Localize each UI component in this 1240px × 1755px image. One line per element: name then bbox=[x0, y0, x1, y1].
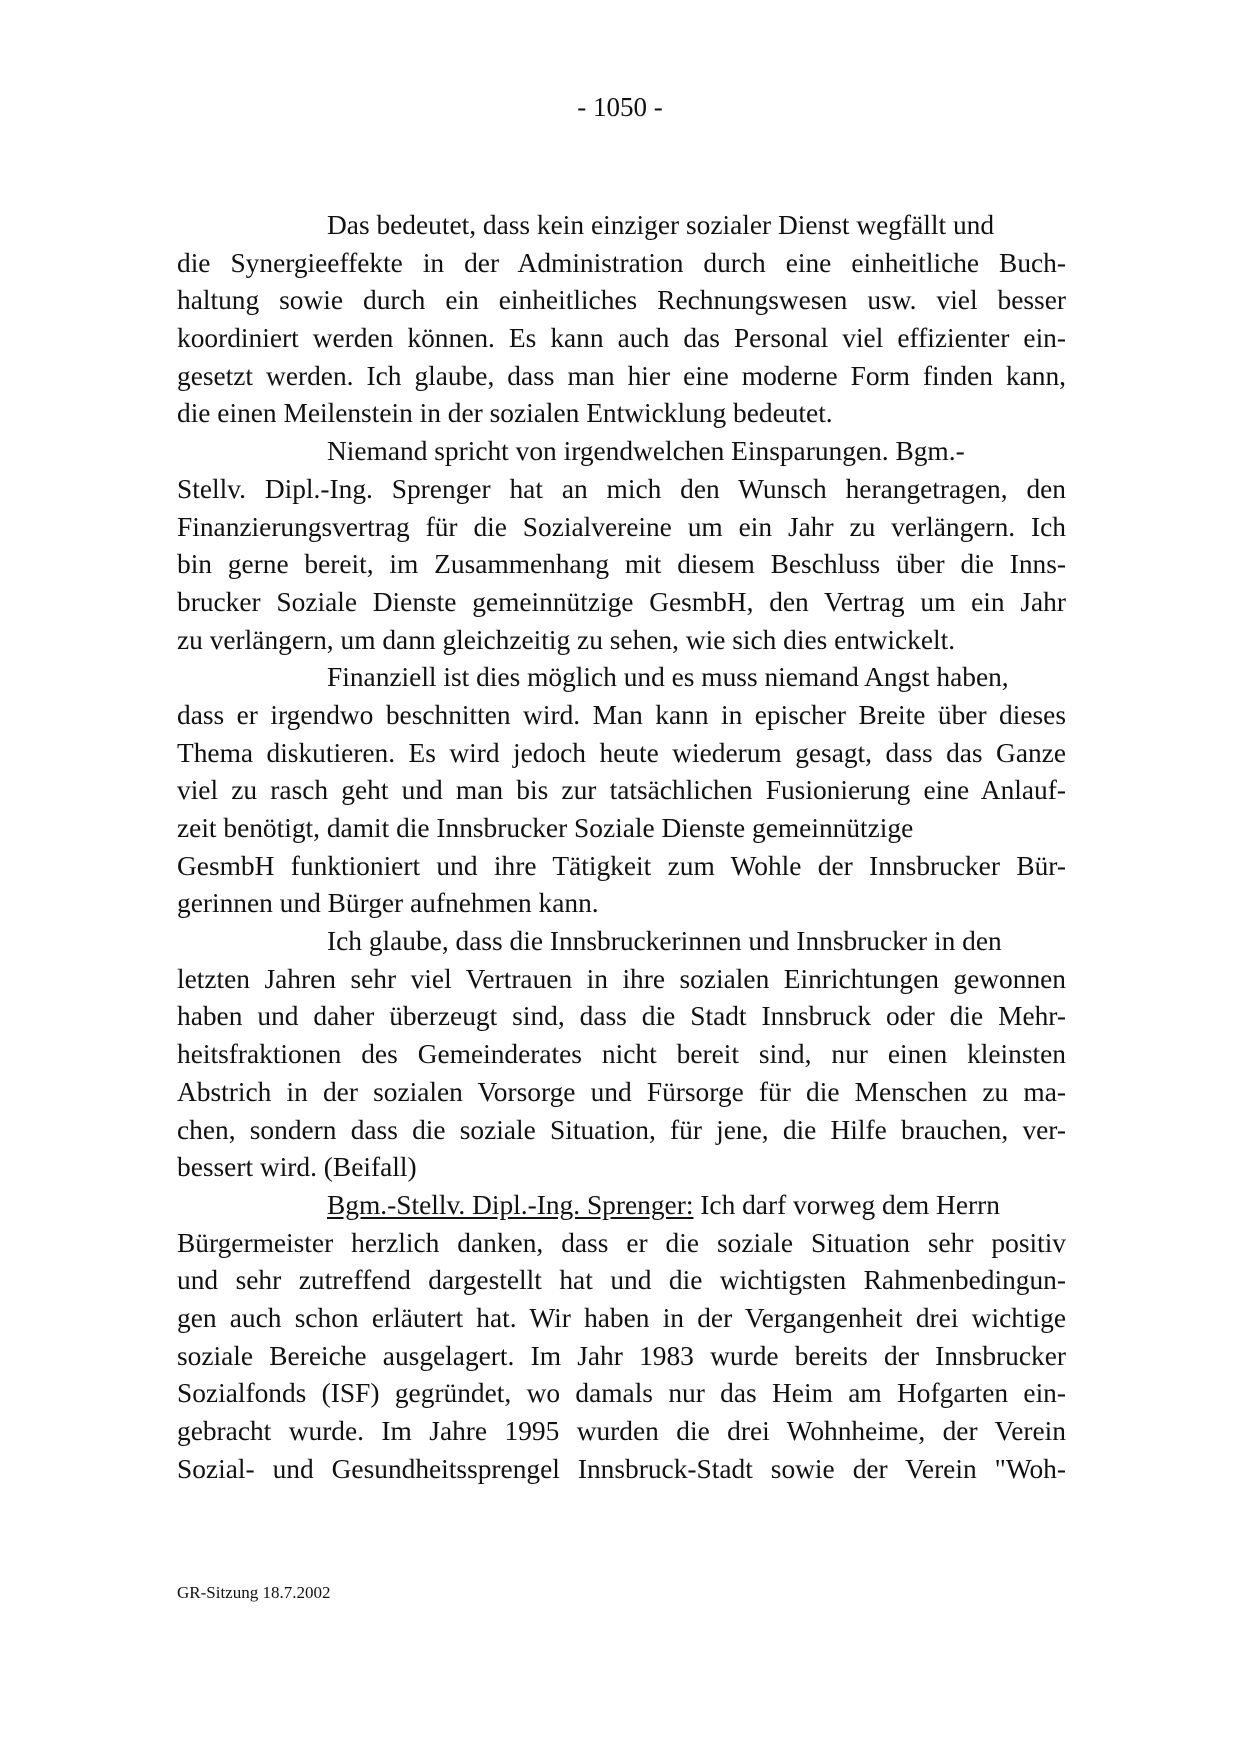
text-line: gen auch schon erläutert hat. Wir haben in der Vergangenheit drei wichtige bbox=[177, 1302, 1066, 1333]
document-body bbox=[177, 207, 1066, 1488]
text-line: haltung sowie durch ein einheitliches Rechnungswesen usw. viel besser bbox=[177, 285, 1066, 316]
page-number: - 1050 - bbox=[577, 92, 663, 122]
text-line: koordiniert werden können. Es kann auch das Personal viel effizienter ein- bbox=[177, 323, 1066, 354]
text-line: Stellv. Dipl.-Ing. Sprenger hat an mich den Wunsch herangetragen, den bbox=[177, 473, 1066, 504]
text-line: chen, sondern dass die soziale Situation, für jene, die Hilfe brauchen, ver- bbox=[177, 1114, 1066, 1145]
text-line: die Synergieeffekte in der Administration durch eine einheitliche Buch- bbox=[177, 247, 1066, 278]
text-line: zeit benötigt, damit die Innsbrucker Soziale Dienste gemeinnützige bbox=[177, 813, 914, 843]
text-line: soziale Bereiche ausgelagert. Im Jahr 1983 wurde bereits der Innsbrucker bbox=[177, 1340, 1066, 1371]
text-line: Finanzierungsvertrag für die Sozialvereine um ein Jahr zu verlängern. Ich bbox=[177, 511, 1066, 542]
text-line: Abstrich in der sozialen Vorsorge und Fürsorge für die Menschen zu ma- bbox=[177, 1076, 1066, 1107]
speaker-line bbox=[177, 1187, 1066, 1225]
text-line: gerinnen und Bürger aufnehmen kann. bbox=[177, 888, 599, 919]
text-line: brucker Soziale Dienste gemeinnützige GesmbH, den Vertrag um ein Jahr bbox=[177, 586, 1066, 617]
text-line: heitsfraktionen des Gemeinderates nicht bereit sind, nur einen kleinsten bbox=[177, 1039, 1066, 1070]
text-line: Finanziell ist dies möglich und es muss niemand Angst haben, bbox=[327, 662, 1009, 693]
text-line: GesmbH funktioniert und ihre Tätigkeit zum Wohle der Innsbrucker Bür- bbox=[177, 850, 1066, 881]
text-line: Sozialfonds (ISF) gegründet, wo damals nur das Heim am Hofgarten ein- bbox=[177, 1378, 1066, 1409]
text-line: bessert wird. (Beifall) bbox=[177, 1152, 417, 1183]
text-line: gesetzt werden. Ich glaube, dass man hier eine moderne Form finden kann, bbox=[177, 360, 1066, 391]
speaker-line-text: Ich darf vorweg dem Herrn bbox=[693, 1189, 1000, 1220]
text-line: gebracht wurde. Im Jahre 1995 wurden die drei Wohnheime, der Verein bbox=[177, 1416, 1066, 1446]
text-line: und sehr zutreffend dargestellt hat und die wichtigsten Rahmenbedingun- bbox=[177, 1265, 1066, 1296]
text-line: letzten Jahren sehr viel Vertrauen in ihre sozialen Einrichtungen gewonnen bbox=[177, 963, 1066, 994]
text-line: Ich glaube, dass die Innsbruckerinnen und Innsbrucker in den bbox=[327, 926, 1002, 957]
footer-session-date: GR-Sitzung 18.7.2002 bbox=[177, 1583, 331, 1602]
text-line: Thema diskutieren. Es wird jedoch heute wiederum gesagt, dass das Ganze bbox=[177, 737, 1066, 768]
text-line: Sozial- und Gesundheitssprengel Innsbruck-Stadt sowie der Verein "Woh- bbox=[177, 1453, 1066, 1484]
speaker-name: Bgm.-Stellv. Dipl.-Ing. Sprenger: bbox=[327, 1189, 694, 1220]
text-line: Das bedeutet, dass kein einziger sozialer Dienst wegfällt und bbox=[327, 210, 995, 240]
text-line: haben und daher überzeugt sind, dass die Stadt Innsbruck oder die Mehr- bbox=[177, 1001, 1066, 1032]
text-line: viel zu rasch geht und man bis zur tatsächlichen Fusionierung eine Anlauf- bbox=[177, 775, 1066, 806]
text-line: Niemand spricht von irgendwelchen Einsparungen. Bgm.- bbox=[327, 436, 965, 467]
text-line: die einen Meilenstein in der sozialen Entwicklung bedeutet. bbox=[177, 398, 833, 429]
text-line: Bürgermeister herzlich danken, dass er die soziale Situation sehr positiv bbox=[177, 1227, 1066, 1258]
text-line: zu verlängern, um dann gleichzeitig zu sehen, wie sich dies entwickelt. bbox=[177, 624, 956, 655]
text-line: bin gerne bereit, im Zusammenhang mit diesem Beschluss über die Inns- bbox=[177, 549, 1066, 580]
text-line: dass er irgendwo beschnitten wird. Man kann in epischer Breite über dieses bbox=[177, 699, 1066, 730]
